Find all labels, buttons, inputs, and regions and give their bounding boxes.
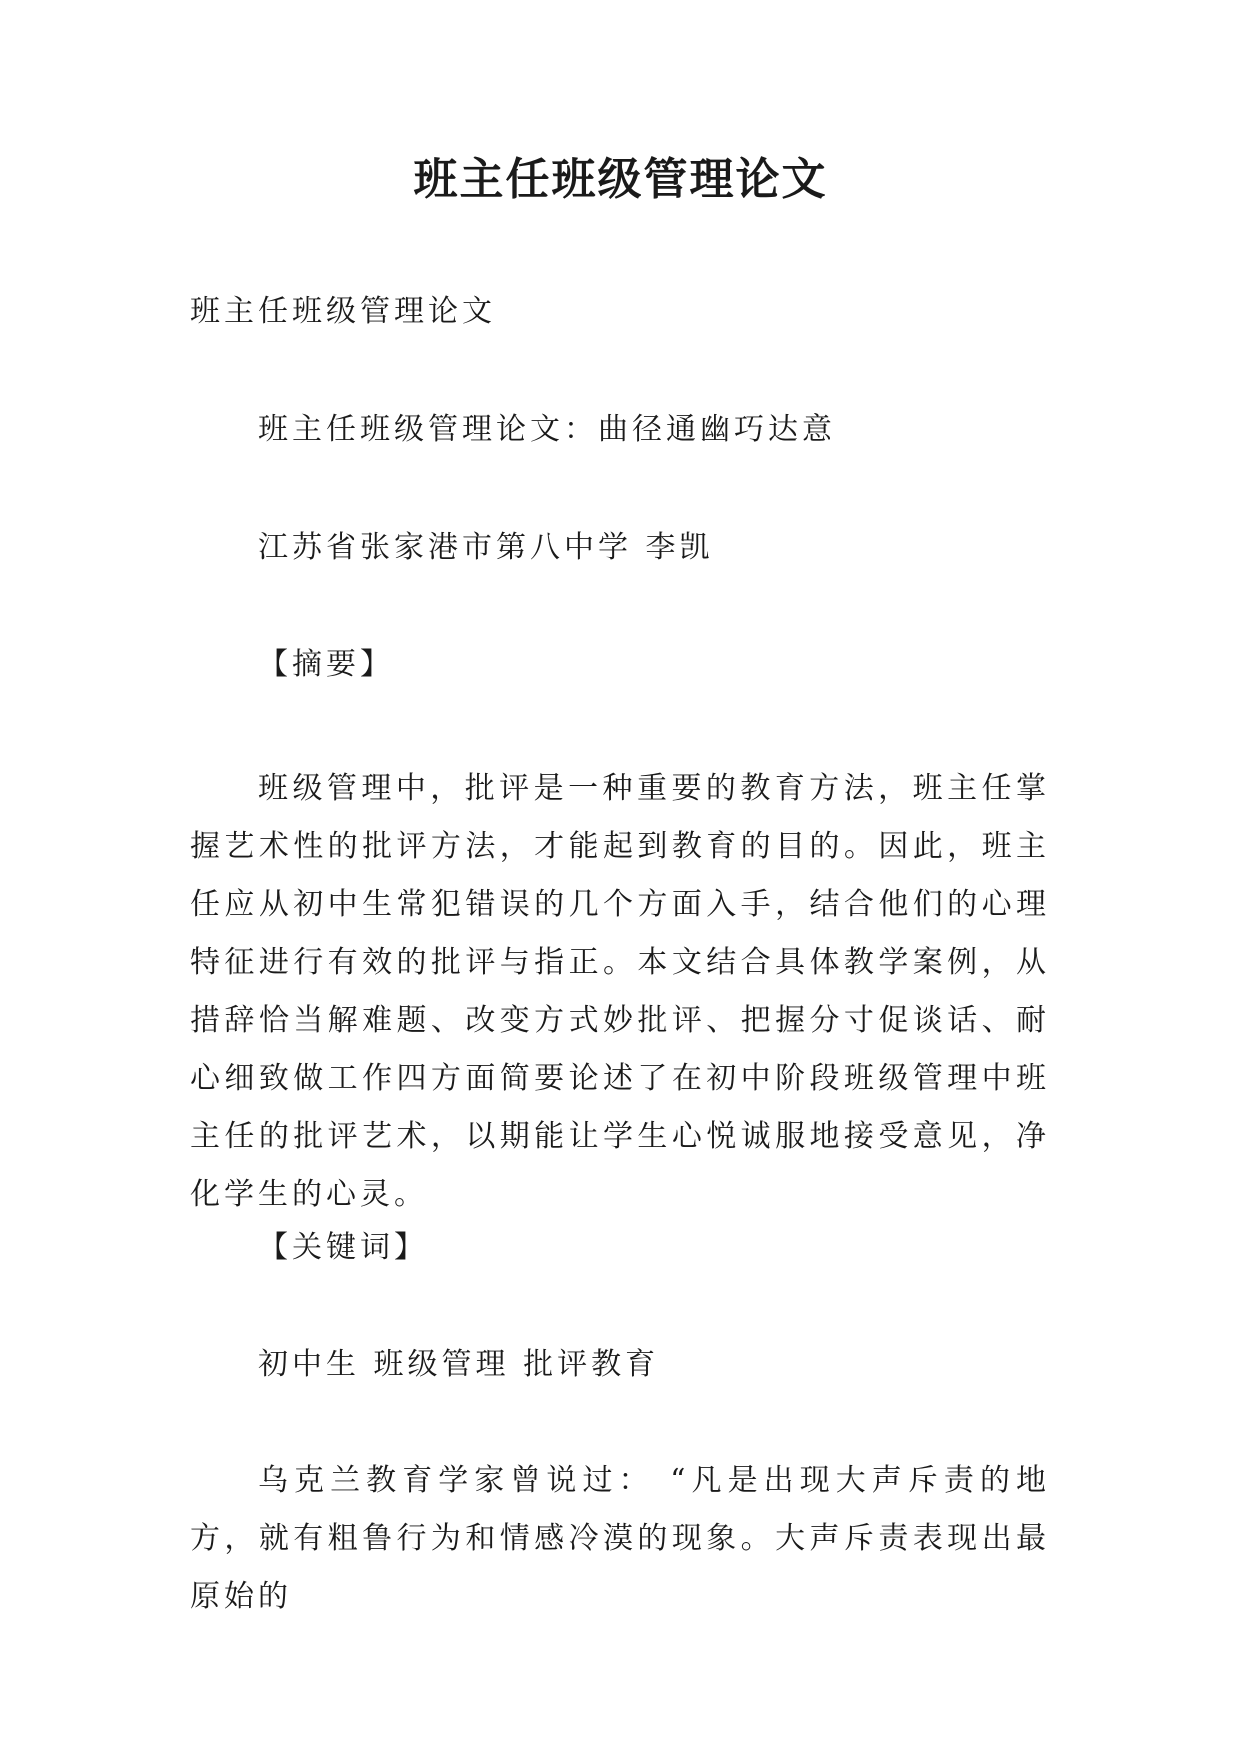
intro-paragraph: 乌克兰教育学家曾说过： “凡是出现大声斥责的地方，就有粗鲁行为和情感冷漠的现象。大声斥责表现出最原始的: [190, 1463, 1050, 1614]
keywords-line: 初中生 班级管理 批评教育: [258, 1347, 660, 1382]
author-line: 江苏省张家港市第八中学 李凯: [258, 530, 714, 565]
abstract-label: 【摘要】: [258, 647, 394, 682]
document-subtitle: 班主任班级管理论文: [190, 294, 496, 329]
document-title: 班主任班级管理论文: [413, 154, 828, 205]
paper-heading: 班主任班级管理论文：曲径通幽巧达意: [258, 412, 836, 447]
keywords-label: 【关键词】: [258, 1230, 428, 1265]
abstract-paragraph: 班级管理中，批评是一种重要的教育方法，班主任掌握艺术性的批评方法，才能起到教育的目的。因此，班主任应从初中生常犯错误的几个方面入手，结合他们的心理特征进行有效的批评与指正。本文结合具体教学案例，从措辞恰当解难题、改变方式妙批评、把握分寸促谈话、耐心细致做工作四方面简要论述了在初中阶段班级管理中班主任的批评艺术，以期能让学生心悦诚服地接受意见，净化学生的心灵。: [190, 771, 1050, 1212]
